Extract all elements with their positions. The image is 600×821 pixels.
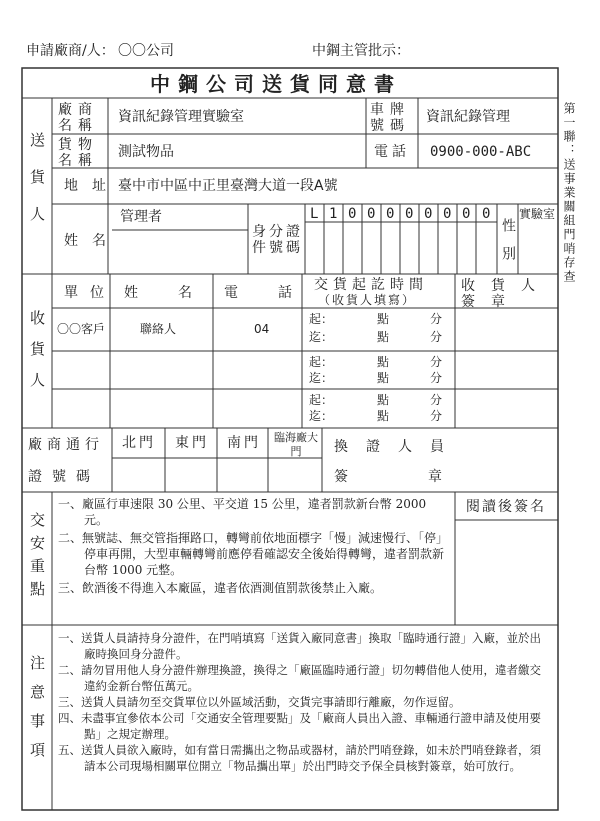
hour-label: 點 — [377, 355, 390, 369]
minute-label: 分 — [430, 330, 443, 344]
id-char[interactable]: 0 — [367, 206, 376, 222]
end-label: 迄： — [309, 371, 334, 385]
notes-section-label: 注意事項 — [28, 655, 46, 771]
delivery-time-subheader: （收貨人填寫） — [318, 293, 417, 307]
id-char[interactable]: 1 — [329, 206, 338, 222]
minute-label: 分 — [430, 371, 443, 385]
sender-section-label: 送貨人 — [28, 132, 46, 243]
note-item: 一、送貨人員請持身分證件，在門哨填寫「送貨入廠同意書」換取「臨時通行證」入廠，並於出廠時換回身分證件。 — [58, 631, 541, 661]
gate-pass-label-top: 廠商通行 — [28, 437, 104, 453]
note-item: 五、送貨人員欲入廠時，如有當日需攜出之物品或器材，請於門哨登錄，如未於門哨登錄者，須請本公司現場相關單位開立「物品攜出單」於出門時交予保全員核對簽章，始可放行。 — [58, 743, 541, 773]
read-sign-label: 閱讀後簽名 — [466, 499, 546, 515]
id-char[interactable]: 0 — [482, 206, 491, 222]
exchange-sign-label: 簽章 — [334, 469, 522, 485]
minute-label: 分 — [430, 312, 443, 326]
id-char[interactable]: 0 — [386, 206, 395, 222]
traffic-rule: 三、飲酒後不得進入本廠區，違者依酒測值罰款後禁止入廠。 — [58, 581, 383, 595]
hour-label: 點 — [377, 312, 390, 326]
traffic-rules-list — [58, 496, 450, 596]
form-title: 中鋼公司送貨同意書 — [150, 72, 402, 96]
id-char[interactable]: L — [310, 206, 319, 222]
end-label: 迄： — [309, 330, 334, 344]
applicant-value[interactable]: 〇〇公司 — [118, 43, 174, 59]
plate-number-value[interactable]: 資訊紀錄管理 — [426, 109, 510, 125]
note-item: 二、請勿冒用他人身分證件辦理換證，換得之「廠區臨時通行證」切勿轉借他人使用，違者繳交違約金新台幣伍萬元。 — [58, 663, 541, 693]
unit-column-header: 單位 — [64, 285, 116, 301]
driver-name-label: 姓名 — [64, 233, 120, 249]
start-label: 起： — [309, 312, 334, 326]
traffic-rule: 一、廠區行車速限 30 公里、平交道 15 公里，違者罰款新台幣 2000 元。 — [58, 497, 427, 527]
copy-note: 第一聯：送事業關組門哨存查 — [562, 102, 576, 284]
goods-name-value[interactable]: 測試物品 — [118, 144, 174, 160]
company-name-value[interactable]: 資訊紀錄管理實驗室 — [118, 109, 244, 125]
phone-value[interactable]: 0900-000-ABC — [430, 144, 532, 160]
receiver-name-value[interactable]: 聯絡人 — [140, 322, 177, 336]
note-item: 三、送貨人員請勿至交貨單位以外區域活動，交貨完事請即行離廠，勿作逗留。 — [58, 695, 461, 709]
gender-value[interactable]: 實驗室 — [519, 207, 556, 221]
exchange-staff-label: 換證人員 — [334, 439, 462, 455]
company-name-label: 廠商名稱 — [58, 102, 98, 134]
goods-name-label: 貨物名稱 — [58, 137, 98, 169]
east-gate-label: 東門 — [175, 435, 209, 451]
address-value[interactable]: 臺中市中區中正里臺灣大道一段A號 — [118, 178, 338, 194]
note-item: 四、未盡事宜參依本公司「交通安全管理要點」及「廠商人員出入證、車輛通行證申請及使用要點」之規定辦理。 — [58, 711, 541, 741]
applicant-label: 申請廠商/人： — [26, 43, 115, 59]
notes-list — [58, 630, 552, 774]
phone-label: 電話 — [374, 144, 410, 160]
hour-label: 點 — [377, 409, 390, 423]
hour-label: 點 — [377, 371, 390, 385]
minute-label: 分 — [430, 355, 443, 369]
approval-label: 中鋼主管批示： — [312, 43, 410, 59]
receiver-section-label: 收貨人 — [28, 310, 46, 403]
traffic-section-label: 交安重點 — [28, 512, 46, 604]
delivery-time-header: 交貨起訖時間 — [314, 277, 428, 293]
id-char[interactable]: 0 — [462, 206, 471, 222]
plate-number-label: 車牌號碼 — [370, 102, 410, 134]
id-char[interactable]: 0 — [405, 206, 414, 222]
gender-label: 性別 — [500, 218, 516, 274]
receiver-phone-value[interactable]: 04 — [254, 322, 270, 336]
start-label: 起： — [309, 393, 334, 407]
minute-label: 分 — [430, 409, 443, 423]
receiver-unit-value[interactable]: 〇〇客戶 — [57, 322, 106, 336]
id-char[interactable]: 0 — [424, 206, 433, 222]
name-column-header: 姓名 — [124, 285, 232, 301]
south-gate-label: 南門 — [227, 435, 261, 451]
id-char[interactable]: 0 — [443, 206, 452, 222]
linhai-gate-label: 臨海廠大門 — [274, 431, 318, 458]
id-number-label: 身分證件號碼 — [252, 224, 303, 256]
hour-label: 點 — [377, 330, 390, 344]
start-label: 起： — [309, 355, 334, 369]
hour-label: 點 — [377, 393, 390, 407]
phone-column-header: 電話 — [224, 285, 332, 301]
id-char[interactable]: 0 — [348, 206, 357, 222]
address-label: 地址 — [64, 178, 120, 194]
gate-pass-label-bottom: 證號碼 — [28, 469, 100, 485]
north-gate-label: 北門 — [122, 435, 156, 451]
traffic-rule: 二、無號誌、無交管指揮路口，轉彎前依地面標字「慢」減速慢行、「停」停車再開，大型車輛轉彎前應停看確認安全後始得轉彎，違者罰款新台幣 1000 元整。 — [58, 531, 449, 577]
minute-label: 分 — [430, 393, 443, 407]
end-label: 迄： — [309, 409, 334, 423]
receiver-sign-header: 收貨人簽章 — [461, 278, 551, 310]
driver-name-value[interactable]: 管理者 — [120, 209, 162, 225]
